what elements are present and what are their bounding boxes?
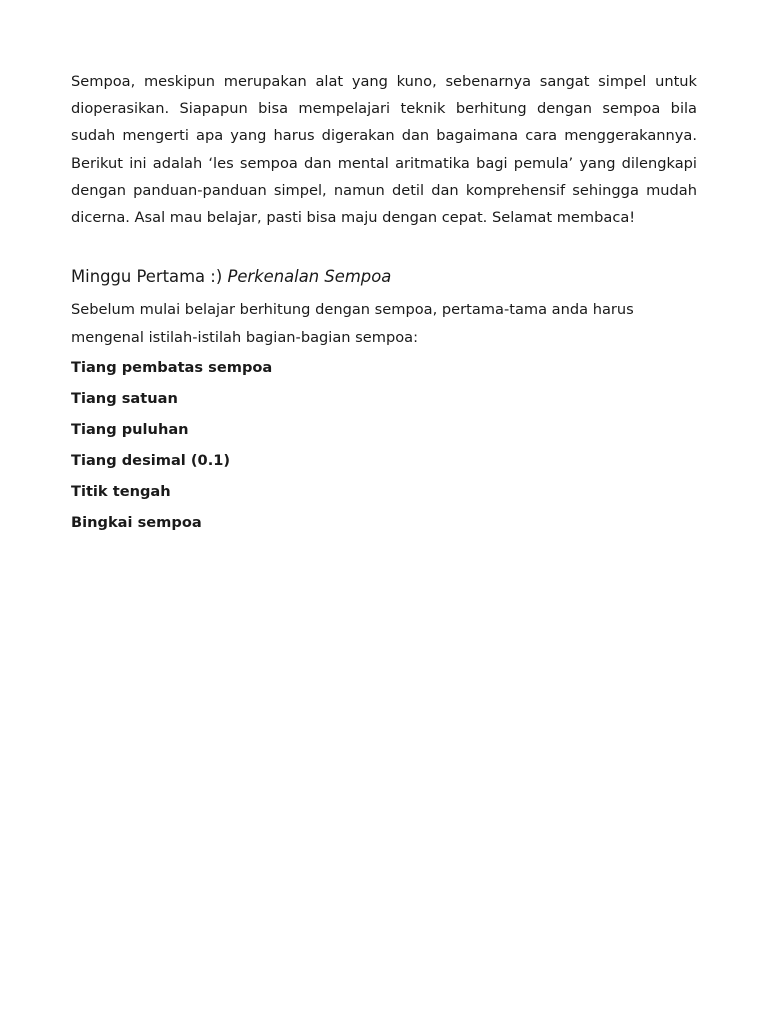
list-item: Bingkai sempoa	[71, 514, 202, 532]
document-page	[71, 68, 697, 538]
section-heading-emphasis: Perkenalan Sempoa	[227, 267, 392, 287]
list-item: Tiang desimal (0.1)	[71, 452, 231, 470]
section-lead-paragraph: Sebelum mulai belajar berhitung dengan sempoa, pertama-tama anda harus mengenal istilah-istilah bagian-bagian sempoa:	[71, 301, 634, 346]
section-heading	[71, 265, 697, 289]
list-item: Tiang pembatas sempoa	[71, 359, 273, 377]
sempoa-parts-list	[71, 352, 697, 538]
section-heading-prefix: Minggu Pertama :)	[71, 267, 228, 287]
list-item: Titik tengah	[71, 483, 171, 501]
intro-paragraph: Sempoa, meskipun merupakan alat yang kuno, sebenarnya sangat simpel untuk dioperasikan. Siapapun bisa mempelajari teknik berhitung dengan sempoa bila sudah mengerti apa yang harus digerakan dan bagaimana cara menggerakannya. Berikut ini adalah ‘les sempoa dan mental aritmatika bagi pemula’ yang dilengkapi dengan panduan-panduan simpel, namun detil dan komprehensif sehingga mudah dicerna. Asal mau belajar, pasti bisa maju dengan cepat. Selamat membaca!	[71, 73, 697, 227]
list-item: Tiang puluhan	[71, 421, 189, 439]
list-item: Tiang satuan	[71, 390, 178, 408]
